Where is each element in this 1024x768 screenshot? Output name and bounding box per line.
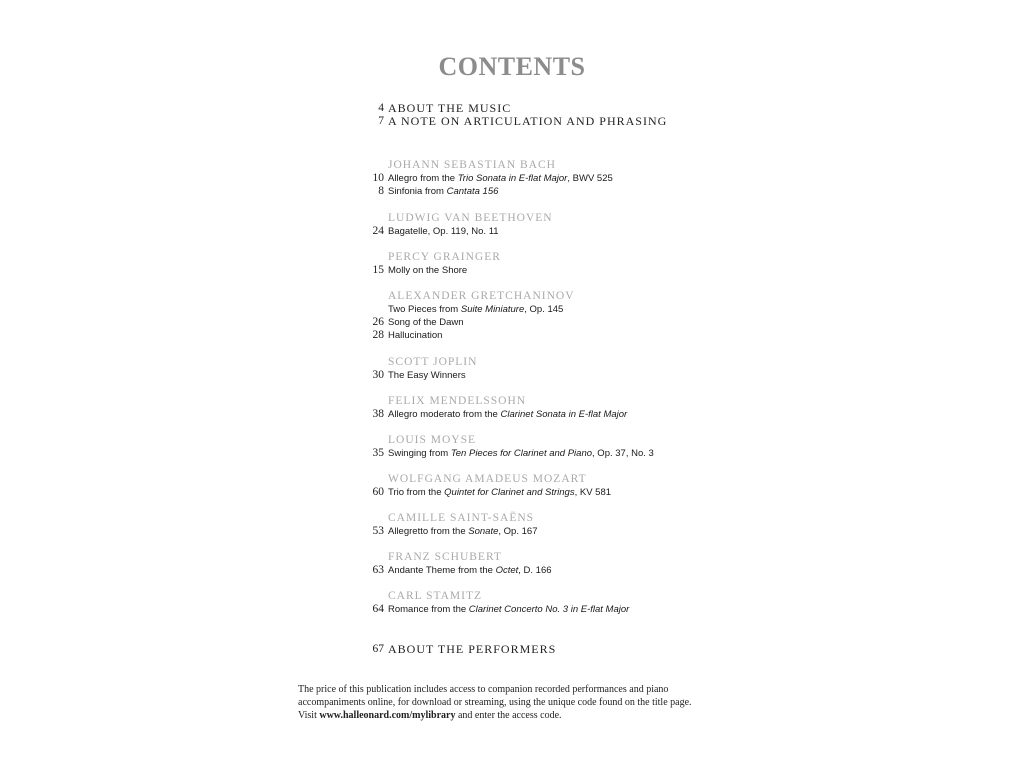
work-title bbox=[388, 172, 613, 185]
work-title-text: , BWV 525 bbox=[567, 173, 613, 184]
toc-entry bbox=[360, 643, 780, 656]
composer-name: WOLFGANG AMADEUS MOZART bbox=[388, 473, 587, 485]
composer-section bbox=[360, 158, 780, 198]
composer-section bbox=[360, 511, 780, 538]
work-title bbox=[388, 369, 466, 382]
work-title-italic: Trio Sonata in E-flat Major bbox=[457, 173, 568, 184]
work-title-text: Romance from the bbox=[388, 604, 469, 615]
toc-entry bbox=[360, 172, 780, 185]
toc-entry bbox=[360, 603, 780, 616]
composer-section bbox=[360, 394, 780, 421]
page-number: 8 bbox=[378, 185, 384, 197]
toc-entry bbox=[360, 225, 780, 238]
composer-row bbox=[360, 550, 780, 564]
work-title-text: Song of the Dawn bbox=[388, 317, 464, 328]
contents-intro bbox=[360, 102, 780, 128]
work-title-italic: Clarinet Sonata in E-flat Major bbox=[500, 409, 628, 420]
composer-name: LUDWIG VAN BEETHOVEN bbox=[388, 212, 553, 224]
composer-name: LOUIS MOYSE bbox=[388, 434, 476, 446]
composer-name: PERCY GRAINGER bbox=[388, 251, 501, 263]
work-title bbox=[388, 486, 611, 499]
page-number: 63 bbox=[372, 564, 384, 576]
work-title bbox=[388, 316, 464, 329]
page-number: 67 bbox=[372, 643, 384, 655]
entry-label: ABOUT THE MUSIC bbox=[388, 101, 512, 115]
access-note-text: Visit bbox=[298, 710, 320, 721]
composer-section bbox=[360, 472, 780, 499]
toc-entry bbox=[360, 264, 780, 277]
composer-name: FELIX MENDELSSOHN bbox=[388, 395, 527, 407]
work-title-text: Bagatelle, Op. 119, No. 11 bbox=[388, 226, 499, 237]
work-title-italic: Sonate bbox=[468, 526, 499, 537]
page-number: 28 bbox=[372, 329, 384, 341]
work-title-italic: Ten Pieces for Clarinet and Piano bbox=[450, 448, 593, 459]
composer-name: SCOTT JOPLIN bbox=[388, 356, 478, 368]
composer-name: ALEXANDER GRETCHANINOV bbox=[388, 290, 575, 302]
work-title-text: Trio from the bbox=[388, 487, 445, 498]
work-title-text: Swinging from bbox=[388, 448, 451, 459]
page-number: 24 bbox=[372, 225, 384, 237]
composer-name: FRANZ SCHUBERT bbox=[388, 551, 502, 563]
toc-entry bbox=[360, 408, 780, 421]
toc-entry bbox=[360, 486, 780, 499]
work-title-text: Allegretto from the bbox=[388, 526, 469, 537]
page-number: 60 bbox=[372, 486, 384, 498]
page-number: 30 bbox=[372, 369, 384, 381]
composer-name: JOHANN SEBASTIAN BACH bbox=[388, 159, 556, 171]
page-number: 38 bbox=[372, 408, 384, 420]
work-title-italic: Octet bbox=[495, 565, 519, 576]
composer-row bbox=[360, 355, 780, 369]
composer-row bbox=[360, 211, 780, 225]
composer-row bbox=[360, 472, 780, 486]
page-number: 26 bbox=[372, 316, 384, 328]
page-number: 15 bbox=[372, 264, 384, 276]
work-title bbox=[388, 408, 627, 421]
work-title-text: Two Pieces from bbox=[388, 304, 461, 315]
work-title bbox=[388, 564, 552, 577]
page-number: 53 bbox=[372, 525, 384, 537]
composer-section bbox=[360, 211, 780, 238]
composer-row bbox=[360, 511, 780, 525]
work-title-text: Andante Theme from the bbox=[388, 565, 496, 576]
work-title-text: Allegro from the bbox=[388, 173, 458, 184]
work-title bbox=[388, 447, 654, 460]
composer-section bbox=[360, 355, 780, 382]
composer-section bbox=[360, 433, 780, 460]
work-title-text: Hallucination bbox=[388, 330, 443, 341]
entry-label: ABOUT THE PERFORMERS bbox=[388, 642, 557, 656]
work-title bbox=[388, 525, 537, 538]
work-title bbox=[388, 303, 563, 316]
work-title bbox=[388, 185, 498, 198]
toc-entry bbox=[360, 329, 780, 342]
work-title-text: , KV 581 bbox=[574, 487, 612, 498]
composer-name: CARL STAMITZ bbox=[388, 590, 483, 602]
work-title-text: Molly on the Shore bbox=[388, 265, 468, 276]
page-number: 10 bbox=[372, 172, 384, 184]
contents-outro bbox=[360, 643, 780, 656]
toc-entry bbox=[360, 369, 780, 382]
composer-row bbox=[360, 589, 780, 603]
work-title-italic: Suite Miniature bbox=[460, 304, 525, 315]
access-note-line: The price of this publication includes access to companion recorded performances and piano bbox=[298, 684, 669, 695]
work-title bbox=[388, 603, 629, 616]
entry-label: A NOTE ON ARTICULATION AND PHRASING bbox=[388, 114, 668, 128]
access-note bbox=[298, 683, 758, 722]
page-number: 64 bbox=[372, 603, 384, 615]
toc-entry bbox=[360, 564, 780, 577]
toc-entry bbox=[360, 447, 780, 460]
access-note-text: and enter the access code. bbox=[455, 710, 562, 721]
work-title-italic: Quintet for Clarinet and Strings bbox=[444, 487, 575, 498]
access-note-line bbox=[298, 709, 758, 722]
toc-entry bbox=[360, 185, 780, 198]
composer-section bbox=[360, 289, 780, 342]
composer-row bbox=[360, 289, 780, 303]
composer-name: CAMILLE SAINT-SAËNS bbox=[388, 512, 535, 524]
toc-entry bbox=[360, 316, 780, 329]
work-title bbox=[388, 264, 467, 277]
toc-entry bbox=[360, 115, 780, 128]
work-title bbox=[388, 329, 442, 342]
composer-section bbox=[360, 550, 780, 577]
toc-entry bbox=[360, 303, 780, 316]
page-number: 7 bbox=[378, 115, 384, 127]
work-title bbox=[388, 225, 499, 238]
page-number: 4 bbox=[378, 102, 384, 114]
work-title-italic: Clarinet Concerto No. 3 in E-flat Major bbox=[468, 604, 630, 615]
work-title-text: Sinfonia from bbox=[388, 186, 447, 197]
work-title-text: , Op. 145 bbox=[524, 304, 564, 315]
page-number: 35 bbox=[372, 447, 384, 459]
work-title-italic: Cantata 156 bbox=[446, 186, 499, 197]
composer-row bbox=[360, 433, 780, 447]
library-link[interactable]: www.halleonard.com/mylibrary bbox=[319, 710, 456, 721]
toc-entry bbox=[360, 525, 780, 538]
composer-row bbox=[360, 394, 780, 408]
work-title-text: , Op. 37, No. 3 bbox=[592, 448, 654, 459]
work-title-text: , Op. 167 bbox=[498, 526, 538, 537]
page-title: CONTENTS bbox=[438, 52, 586, 81]
access-note-line: accompaniments online, for download or streaming, using the unique code found on the title page. bbox=[298, 697, 692, 708]
work-title-text: The Easy Winners bbox=[388, 370, 466, 381]
work-title-text: , D. 166 bbox=[518, 565, 552, 576]
composer-row bbox=[360, 158, 780, 172]
composer-section bbox=[360, 250, 780, 277]
work-title-text: Allegro moderato from the bbox=[388, 409, 501, 420]
composer-section bbox=[360, 589, 780, 616]
composer-row bbox=[360, 250, 780, 264]
